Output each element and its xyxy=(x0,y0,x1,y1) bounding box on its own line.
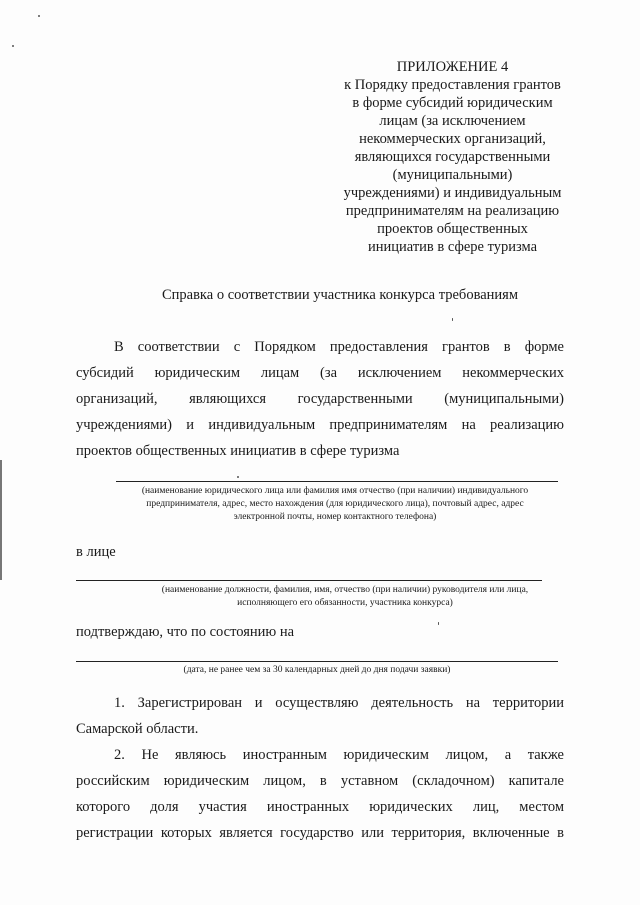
intro-line: проектов общественных инициатив в сфере туризма xyxy=(76,443,400,459)
caption-line: (наименование юридического лица или фамилия имя отчество (при наличии) индивидуального xyxy=(141,486,529,496)
appendix-line: инициатив в сфере туризма xyxy=(367,239,538,255)
confirm-label: подтверждаю, что по состоянию на xyxy=(76,624,295,640)
item2-line: 2. Не являюсь иностранным юридическим лицом, а также xyxy=(114,747,564,763)
intro-line: субсидий юридическим лицам (за исключением некоммерческих xyxy=(76,365,564,381)
applicant-caption xyxy=(70,485,600,524)
scan-speck xyxy=(12,45,14,47)
representative-caption xyxy=(80,584,610,610)
in-person-label: в лице xyxy=(76,544,116,560)
item2-line: которого доля участия иностранных юридических лиц, местом xyxy=(76,799,564,815)
caption-line: предпринимателя, адрес, место нахождения (для юридического лица), почтовый адрес, адрес xyxy=(146,499,524,509)
intro-line: учреждениями) и индивидуальным предпринимателям на реализацию xyxy=(76,417,564,433)
representative-field-line xyxy=(76,580,542,581)
appendix-line: являющихся государственными xyxy=(354,149,551,165)
scan-edge xyxy=(0,460,2,580)
item2-line: российским юридическим лицом, в уставном (складочном) капитале xyxy=(76,773,564,789)
scan-speck xyxy=(237,476,239,478)
item1-line: Самарской области. xyxy=(76,721,199,737)
appendix-title: ПРИЛОЖЕНИЕ 4 xyxy=(396,59,509,75)
intro-line: В соответствии с Порядком предоставления грантов в форме xyxy=(114,339,564,355)
scan-speck xyxy=(38,15,40,17)
date-field-line xyxy=(76,661,558,662)
appendix-line: к Порядку предоставления грантов xyxy=(344,77,561,93)
caption-line: электронной почты, номер контактного телефона) xyxy=(233,512,437,522)
appendix-line: проектов общественных xyxy=(377,221,528,237)
scan-speck xyxy=(452,318,453,321)
appendix-header xyxy=(315,58,590,256)
document-title: Справка о соответствии участника конкурса требованиям xyxy=(161,287,519,303)
applicant-field-line xyxy=(116,481,558,482)
appendix-line: в форме субсидий юридическим xyxy=(352,95,553,111)
appendix-line: лицам (за исключением xyxy=(379,113,526,129)
item1-line: 1. Зарегистрирован и осуществляю деятельность на территории xyxy=(114,695,564,711)
item2-line: регистрации которых является государство или территория, включенные в xyxy=(76,825,564,841)
caption-line: (наименование должности, фамилия, имя, отчество (при наличии) руководителя или лица, xyxy=(161,585,529,595)
appendix-line: учреждениями) и индивидуальным xyxy=(343,185,562,201)
date-caption: (дата, не ранее чем за 30 календарных дней до дня подачи заявки) xyxy=(183,665,451,675)
appendix-line: некоммерческих организаций, xyxy=(359,131,546,147)
appendix-line: (муниципальными) xyxy=(392,167,513,183)
scan-speck xyxy=(438,622,439,625)
caption-line: исполняющего его обязанности, участника конкурса) xyxy=(237,598,453,608)
appendix-line: предпринимателям на реализацию xyxy=(345,203,560,219)
intro-line: организаций, являющихся государственными (муниципальными) xyxy=(76,391,564,407)
